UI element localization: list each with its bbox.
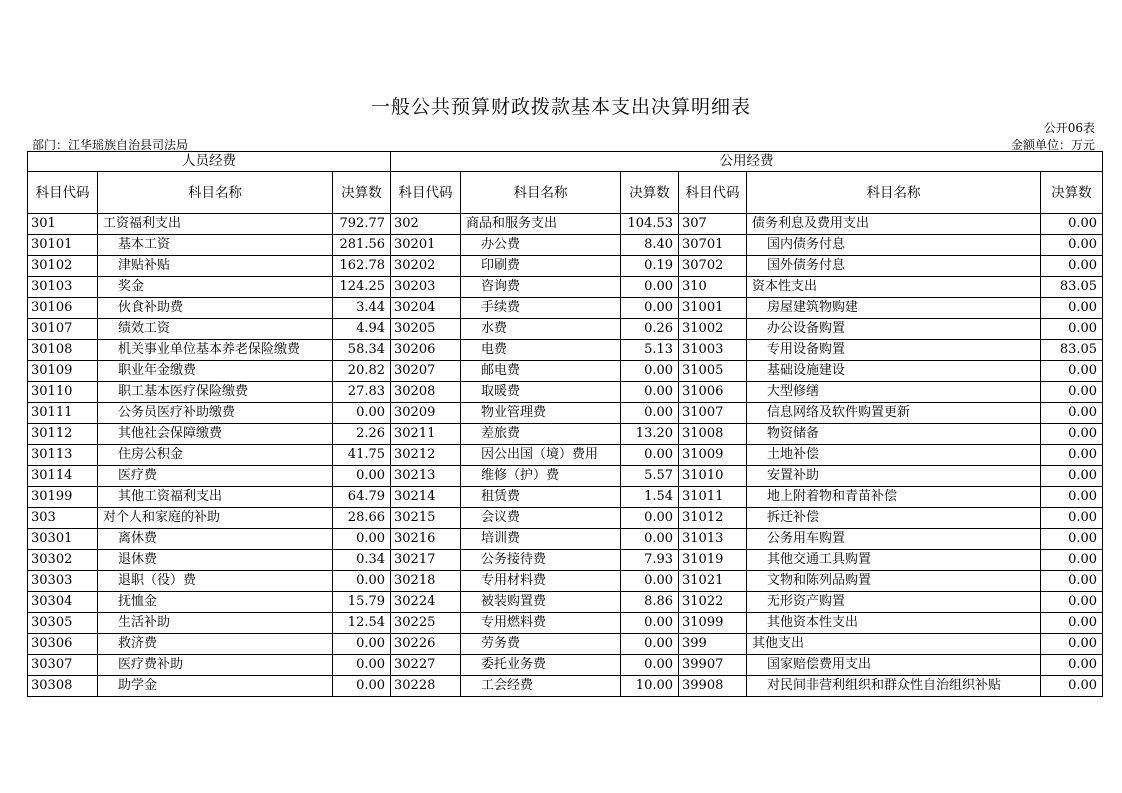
code-cell: 30114 (28, 466, 98, 487)
name-cell: 办公设备购置 (747, 319, 1041, 340)
name-cell: 救济费 (98, 634, 333, 655)
amount-cell: 0.34 (333, 550, 391, 571)
name-cell: 专用材料费 (461, 571, 621, 592)
amount-cell: 4.94 (333, 319, 391, 340)
name-cell: 伙食补助费 (98, 298, 333, 319)
amount-cell: 12.54 (333, 613, 391, 634)
amount-cell: 0.00 (1041, 508, 1103, 529)
amount-cell: 0.00 (621, 361, 679, 382)
table-row (28, 592, 1103, 613)
code-cell: 30303 (28, 571, 98, 592)
code-cell: 30308 (28, 676, 98, 697)
code-cell: 30102 (28, 256, 98, 277)
name-cell: 公务用车购置 (747, 529, 1041, 550)
code-cell: 31021 (679, 571, 747, 592)
amount-cell: 0.00 (333, 466, 391, 487)
table-row (28, 529, 1103, 550)
code-cell: 31002 (679, 319, 747, 340)
code-cell: 30206 (391, 340, 461, 361)
amount-cell: 0.00 (1041, 256, 1103, 277)
amount-cell: 0.00 (1041, 613, 1103, 634)
amount-cell: 0.00 (333, 634, 391, 655)
code-cell: 31003 (679, 340, 747, 361)
amount-cell: 20.82 (333, 361, 391, 382)
name-cell: 咨询费 (461, 277, 621, 298)
name-cell: 职业年金缴费 (98, 361, 333, 382)
amount-cell: 83.05 (1041, 340, 1103, 361)
name-cell: 退职（役）费 (98, 571, 333, 592)
code-cell: 30103 (28, 277, 98, 298)
header-amount: 决算数 (333, 172, 391, 214)
amount-cell: 1.54 (621, 487, 679, 508)
code-cell: 30112 (28, 424, 98, 445)
code-cell: 310 (679, 277, 747, 298)
name-cell: 会议费 (461, 508, 621, 529)
name-cell: 邮电费 (461, 361, 621, 382)
name-cell: 物资储备 (747, 424, 1041, 445)
name-cell: 专用设备购置 (747, 340, 1041, 361)
header-amount: 决算数 (621, 172, 679, 214)
table-row (28, 340, 1103, 361)
table-row (28, 676, 1103, 697)
name-cell: 其他交通工具购置 (747, 550, 1041, 571)
amount-cell: 0.00 (621, 613, 679, 634)
amount-cell: 0.19 (621, 256, 679, 277)
code-cell: 31013 (679, 529, 747, 550)
code-cell: 30307 (28, 655, 98, 676)
amount-cell: 8.86 (621, 592, 679, 613)
amount-cell: 0.00 (333, 655, 391, 676)
code-cell: 31001 (679, 298, 747, 319)
name-cell: 国家赔偿费用支出 (747, 655, 1041, 676)
amount-cell: 0.00 (621, 382, 679, 403)
amount-cell: 28.66 (333, 508, 391, 529)
amount-cell: 0.00 (1041, 445, 1103, 466)
name-cell: 生活补助 (98, 613, 333, 634)
amount-cell: 0.00 (621, 508, 679, 529)
code-cell: 30202 (391, 256, 461, 277)
name-cell: 基础设施建设 (747, 361, 1041, 382)
code-cell: 30216 (391, 529, 461, 550)
code-cell: 30227 (391, 655, 461, 676)
amount-cell: 0.00 (1041, 319, 1103, 340)
code-cell: 30225 (391, 613, 461, 634)
code-cell: 30224 (391, 592, 461, 613)
amount-cell: 0.00 (1041, 298, 1103, 319)
code-cell: 30209 (391, 403, 461, 424)
amount-cell: 0.00 (621, 529, 679, 550)
amount-cell: 0.00 (621, 277, 679, 298)
amount-cell: 0.00 (1041, 487, 1103, 508)
code-cell: 30199 (28, 487, 98, 508)
code-cell: 30101 (28, 235, 98, 256)
name-cell: 文物和陈列品购置 (747, 571, 1041, 592)
name-cell: 劳务费 (461, 634, 621, 655)
name-cell: 国外债务付息 (747, 256, 1041, 277)
header-amount: 决算数 (1041, 172, 1103, 214)
name-cell: 工资福利支出 (98, 214, 333, 235)
header-code: 科目代码 (28, 172, 98, 214)
name-cell: 商品和服务支出 (461, 214, 621, 235)
table-row (28, 403, 1103, 424)
amount-cell: 10.00 (621, 676, 679, 697)
name-cell: 对个人和家庭的补助 (98, 508, 333, 529)
code-cell: 30701 (679, 235, 747, 256)
header-code: 科目代码 (391, 172, 461, 214)
name-cell: 住房公积金 (98, 445, 333, 466)
amount-cell: 64.79 (333, 487, 391, 508)
code-cell: 30110 (28, 382, 98, 403)
table-row (28, 634, 1103, 655)
name-cell: 资本性支出 (747, 277, 1041, 298)
name-cell: 医疗费 (98, 466, 333, 487)
code-cell: 30218 (391, 571, 461, 592)
amount-cell: 0.00 (1041, 634, 1103, 655)
amount-cell: 7.93 (621, 550, 679, 571)
amount-cell: 0.00 (621, 655, 679, 676)
code-cell: 30213 (391, 466, 461, 487)
code-cell: 303 (28, 508, 98, 529)
amount-cell: 13.20 (621, 424, 679, 445)
code-cell: 307 (679, 214, 747, 235)
name-cell: 电费 (461, 340, 621, 361)
name-cell: 维修（护）费 (461, 466, 621, 487)
table-row (28, 382, 1103, 403)
name-cell: 离休费 (98, 529, 333, 550)
amount-cell: 0.00 (1041, 655, 1103, 676)
code-cell: 30204 (391, 298, 461, 319)
amount-cell: 0.00 (621, 403, 679, 424)
amount-cell: 0.00 (1041, 382, 1103, 403)
code-cell: 30228 (391, 676, 461, 697)
amount-cell: 27.83 (333, 382, 391, 403)
code-cell: 31005 (679, 361, 747, 382)
header-name: 科目名称 (747, 172, 1041, 214)
amount-cell: 5.13 (621, 340, 679, 361)
name-cell: 奖金 (98, 277, 333, 298)
code-cell: 31099 (679, 613, 747, 634)
name-cell: 退休费 (98, 550, 333, 571)
table-row (28, 277, 1103, 298)
amount-cell: 0.00 (1041, 676, 1103, 697)
name-cell: 无形资产购置 (747, 592, 1041, 613)
name-cell: 房屋建筑物购建 (747, 298, 1041, 319)
name-cell: 印刷费 (461, 256, 621, 277)
amount-cell: 83.05 (1041, 277, 1103, 298)
page-title: 一般公共预算财政拨款基本支出决算明细表 (370, 96, 751, 118)
name-cell: 机关事业单位基本养老保险缴费 (98, 340, 333, 361)
code-cell: 30305 (28, 613, 98, 634)
code-cell: 30214 (391, 487, 461, 508)
amount-cell: 0.00 (1041, 592, 1103, 613)
table-row (28, 298, 1103, 319)
name-cell: 租赁费 (461, 487, 621, 508)
header-code: 科目代码 (679, 172, 747, 214)
code-cell: 30217 (391, 550, 461, 571)
table-row (28, 319, 1103, 340)
table-row (28, 508, 1103, 529)
code-cell: 31012 (679, 508, 747, 529)
amount-cell: 0.00 (1041, 571, 1103, 592)
code-cell: 30201 (391, 235, 461, 256)
amount-cell: 0.00 (1041, 403, 1103, 424)
code-cell: 30113 (28, 445, 98, 466)
name-cell: 绩效工资 (98, 319, 333, 340)
code-cell: 301 (28, 214, 98, 235)
amount-cell: 0.00 (621, 571, 679, 592)
table-row (28, 487, 1103, 508)
code-cell: 302 (391, 214, 461, 235)
name-cell: 助学金 (98, 676, 333, 697)
name-cell: 其他资本性支出 (747, 613, 1041, 634)
name-cell: 其他工资福利支出 (98, 487, 333, 508)
table-row (28, 214, 1103, 235)
code-cell: 31011 (679, 487, 747, 508)
name-cell: 水费 (461, 319, 621, 340)
code-cell: 30211 (391, 424, 461, 445)
amount-cell: 5.57 (621, 466, 679, 487)
amount-cell: 8.40 (621, 235, 679, 256)
amount-cell: 0.00 (333, 571, 391, 592)
amount-cell: 0.00 (1041, 466, 1103, 487)
code-cell: 30203 (391, 277, 461, 298)
name-cell: 工会经费 (461, 676, 621, 697)
name-cell: 国内债务付息 (747, 235, 1041, 256)
header-name: 科目名称 (98, 172, 333, 214)
code-cell: 31006 (679, 382, 747, 403)
table-row (28, 550, 1103, 571)
name-cell: 大型修缮 (747, 382, 1041, 403)
amount-cell: 124.25 (333, 277, 391, 298)
code-cell: 31007 (679, 403, 747, 424)
code-cell: 30208 (391, 382, 461, 403)
name-cell: 办公费 (461, 235, 621, 256)
code-cell: 30226 (391, 634, 461, 655)
table-row (28, 466, 1103, 487)
name-cell: 医疗费补助 (98, 655, 333, 676)
name-cell: 其他支出 (747, 634, 1041, 655)
amount-cell: 0.00 (621, 298, 679, 319)
name-cell: 津贴补贴 (98, 256, 333, 277)
amount-cell: 0.00 (621, 445, 679, 466)
amount-cell: 0.00 (621, 634, 679, 655)
name-cell: 拆迁补偿 (747, 508, 1041, 529)
name-cell: 安置补助 (747, 466, 1041, 487)
amount-cell: 104.53 (621, 214, 679, 235)
code-cell: 39907 (679, 655, 747, 676)
amount-cell: 0.00 (1041, 361, 1103, 382)
amount-cell: 0.00 (1041, 529, 1103, 550)
code-cell: 30107 (28, 319, 98, 340)
code-cell: 30306 (28, 634, 98, 655)
amount-cell: 0.00 (333, 529, 391, 550)
code-cell: 30304 (28, 592, 98, 613)
table-row (28, 235, 1103, 256)
amount-cell: 0.00 (1041, 424, 1103, 445)
amount-cell: 0.00 (333, 403, 391, 424)
amount-cell: 41.75 (333, 445, 391, 466)
department-label: 部门：江华瑶族自治县司法局 (32, 138, 189, 152)
amount-cell: 0.00 (1041, 214, 1103, 235)
amount-cell: 792.77 (333, 214, 391, 235)
header-name: 科目名称 (461, 172, 621, 214)
amount-cell: 0.00 (1041, 235, 1103, 256)
code-cell: 30212 (391, 445, 461, 466)
amount-cell: 162.78 (333, 256, 391, 277)
amount-cell: 3.44 (333, 298, 391, 319)
code-cell: 30109 (28, 361, 98, 382)
table-row (28, 655, 1103, 676)
name-cell: 基本工资 (98, 235, 333, 256)
name-cell: 差旅费 (461, 424, 621, 445)
name-cell: 手续费 (461, 298, 621, 319)
section-public: 公用经费 (391, 152, 1103, 172)
name-cell: 物业管理费 (461, 403, 621, 424)
amount-cell: 0.26 (621, 319, 679, 340)
name-cell: 取暖费 (461, 382, 621, 403)
name-cell: 其他社会保障缴费 (98, 424, 333, 445)
name-cell: 培训费 (461, 529, 621, 550)
expenditure-table (27, 151, 1103, 697)
amount-cell: 0.00 (333, 676, 391, 697)
code-cell: 399 (679, 634, 747, 655)
code-cell: 30111 (28, 403, 98, 424)
amount-cell: 281.56 (333, 235, 391, 256)
amount-cell: 2.26 (333, 424, 391, 445)
name-cell: 职工基本医疗保险缴费 (98, 382, 333, 403)
form-number: 公开06表 (1043, 121, 1095, 135)
code-cell: 30215 (391, 508, 461, 529)
code-cell: 30106 (28, 298, 98, 319)
name-cell: 土地补偿 (747, 445, 1041, 466)
code-cell: 30302 (28, 550, 98, 571)
name-cell: 因公出国（境）费用 (461, 445, 621, 466)
table-row (28, 361, 1103, 382)
code-cell: 31008 (679, 424, 747, 445)
code-cell: 31022 (679, 592, 747, 613)
amount-cell: 58.34 (333, 340, 391, 361)
code-cell: 31010 (679, 466, 747, 487)
amount-cell: 15.79 (333, 592, 391, 613)
unit-label: 金额单位：万元 (1010, 138, 1095, 152)
name-cell: 抚恤金 (98, 592, 333, 613)
code-cell: 39908 (679, 676, 747, 697)
table-row (28, 571, 1103, 592)
code-cell: 31019 (679, 550, 747, 571)
code-cell: 30702 (679, 256, 747, 277)
name-cell: 地上附着物和青苗补偿 (747, 487, 1041, 508)
code-cell: 30108 (28, 340, 98, 361)
name-cell: 委托业务费 (461, 655, 621, 676)
code-cell: 31009 (679, 445, 747, 466)
amount-cell: 0.00 (1041, 550, 1103, 571)
section-personnel: 人员经费 (28, 152, 391, 172)
code-cell: 30205 (391, 319, 461, 340)
name-cell: 信息网络及软件购置更新 (747, 403, 1041, 424)
table-row (28, 445, 1103, 466)
code-cell: 30207 (391, 361, 461, 382)
name-cell: 专用燃料费 (461, 613, 621, 634)
table-row (28, 613, 1103, 634)
name-cell: 对民间非营利组织和群众性自治组织补贴 (747, 676, 1041, 697)
name-cell: 公务接待费 (461, 550, 621, 571)
name-cell: 债务利息及费用支出 (747, 214, 1041, 235)
name-cell: 公务员医疗补助缴费 (98, 403, 333, 424)
code-cell: 30301 (28, 529, 98, 550)
table-row (28, 424, 1103, 445)
name-cell: 被装购置费 (461, 592, 621, 613)
table-row (28, 256, 1103, 277)
